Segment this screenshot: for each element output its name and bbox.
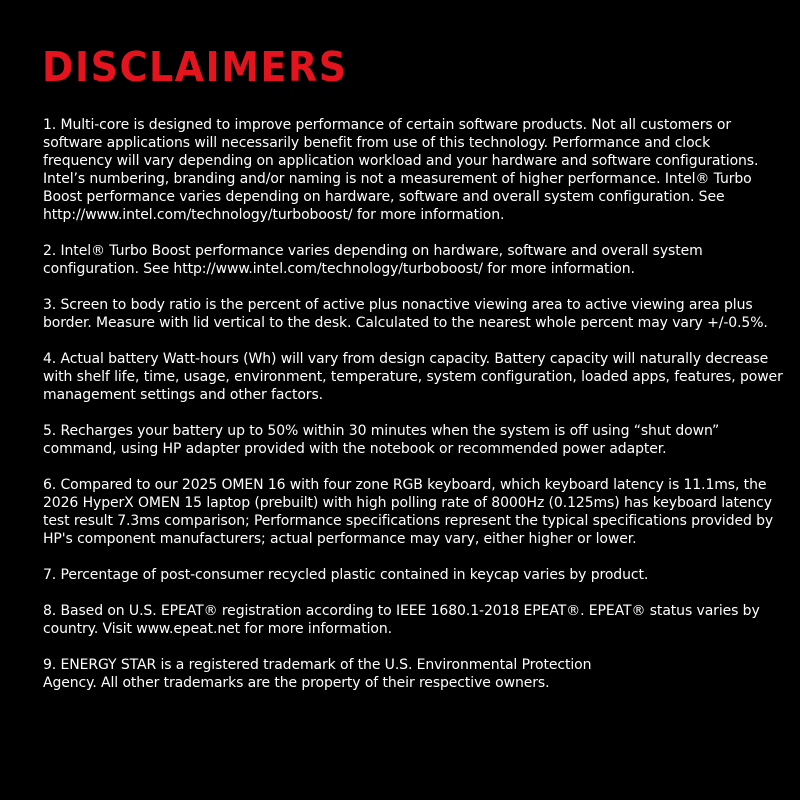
disclaimer-item-9: 9. ENERGY STAR is a registered trademark of the U.S. Environmental Protection Agency. All other trademarks are the property of their respective owners. bbox=[43, 657, 592, 691]
page-title: DISCLAIMERS bbox=[42, 43, 348, 91]
disclaimer-item-3: 3. Screen to body ratio is the percent of active plus nonactive viewing area to active viewing area plus border. Measure with lid vertical to the desk. Calculated to the nearest whole percent may vary +/-0.5%. bbox=[43, 297, 768, 331]
disclaimer-list bbox=[43, 116, 783, 692]
disclaimer-item-6: 6. Compared to our 2025 OMEN 16 with four zone RGB keyboard, which keyboard latency is 11.1ms, the 2026 HyperX OMEN 15 laptop (prebuilt) with high polling rate of 8000Hz (0.125ms) has keyboard latency test result 7.3ms comparison; Performance specifications represent the typical specifications provided by HP's component manufacturers; actual performance may vary, either higher or lower. bbox=[43, 477, 774, 547]
disclaimer-item-7: 7. Percentage of post-consumer recycled plastic contained in keycap varies by product. bbox=[43, 567, 649, 583]
disclaimer-item-8: 8. Based on U.S. EPEAT® registration according to IEEE 1680.1-2018 EPEAT®. EPEAT® status varies by country. Visit www.epeat.net for more information. bbox=[43, 603, 760, 637]
disclaimer-item-4: 4. Actual battery Watt-hours (Wh) will vary from design capacity. Battery capacity will naturally decrease with shelf life, time, usage, environment, temperature, system configuration, loaded apps, features, power management settings and other factors. bbox=[43, 351, 783, 403]
disclaimer-item-2: 2. Intel® Turbo Boost performance varies depending on hardware, software and overall system configuration. See http://www.intel.com/technology/turboboost/ for more information. bbox=[43, 243, 703, 277]
disclaimer-item-5: 5. Recharges your battery up to 50% within 30 minutes when the system is off using “shut down” command, using HP adapter provided with the notebook or recommended power adapter. bbox=[43, 423, 720, 457]
disclaimer-item-1: 1. Multi-core is designed to improve performance of certain software products. Not all customers or software applications will necessarily benefit from use of this technology. Performance and clock frequency will vary depending on application workload and your hardware and software configurations. Intel’s numbering, branding and/or naming is not a measurement of higher performance. Intel® Turbo Boost performance varies depending on hardware, software and overall system configuration. See http://www.intel.com/technology/turboboost/ for more information. bbox=[43, 117, 759, 223]
